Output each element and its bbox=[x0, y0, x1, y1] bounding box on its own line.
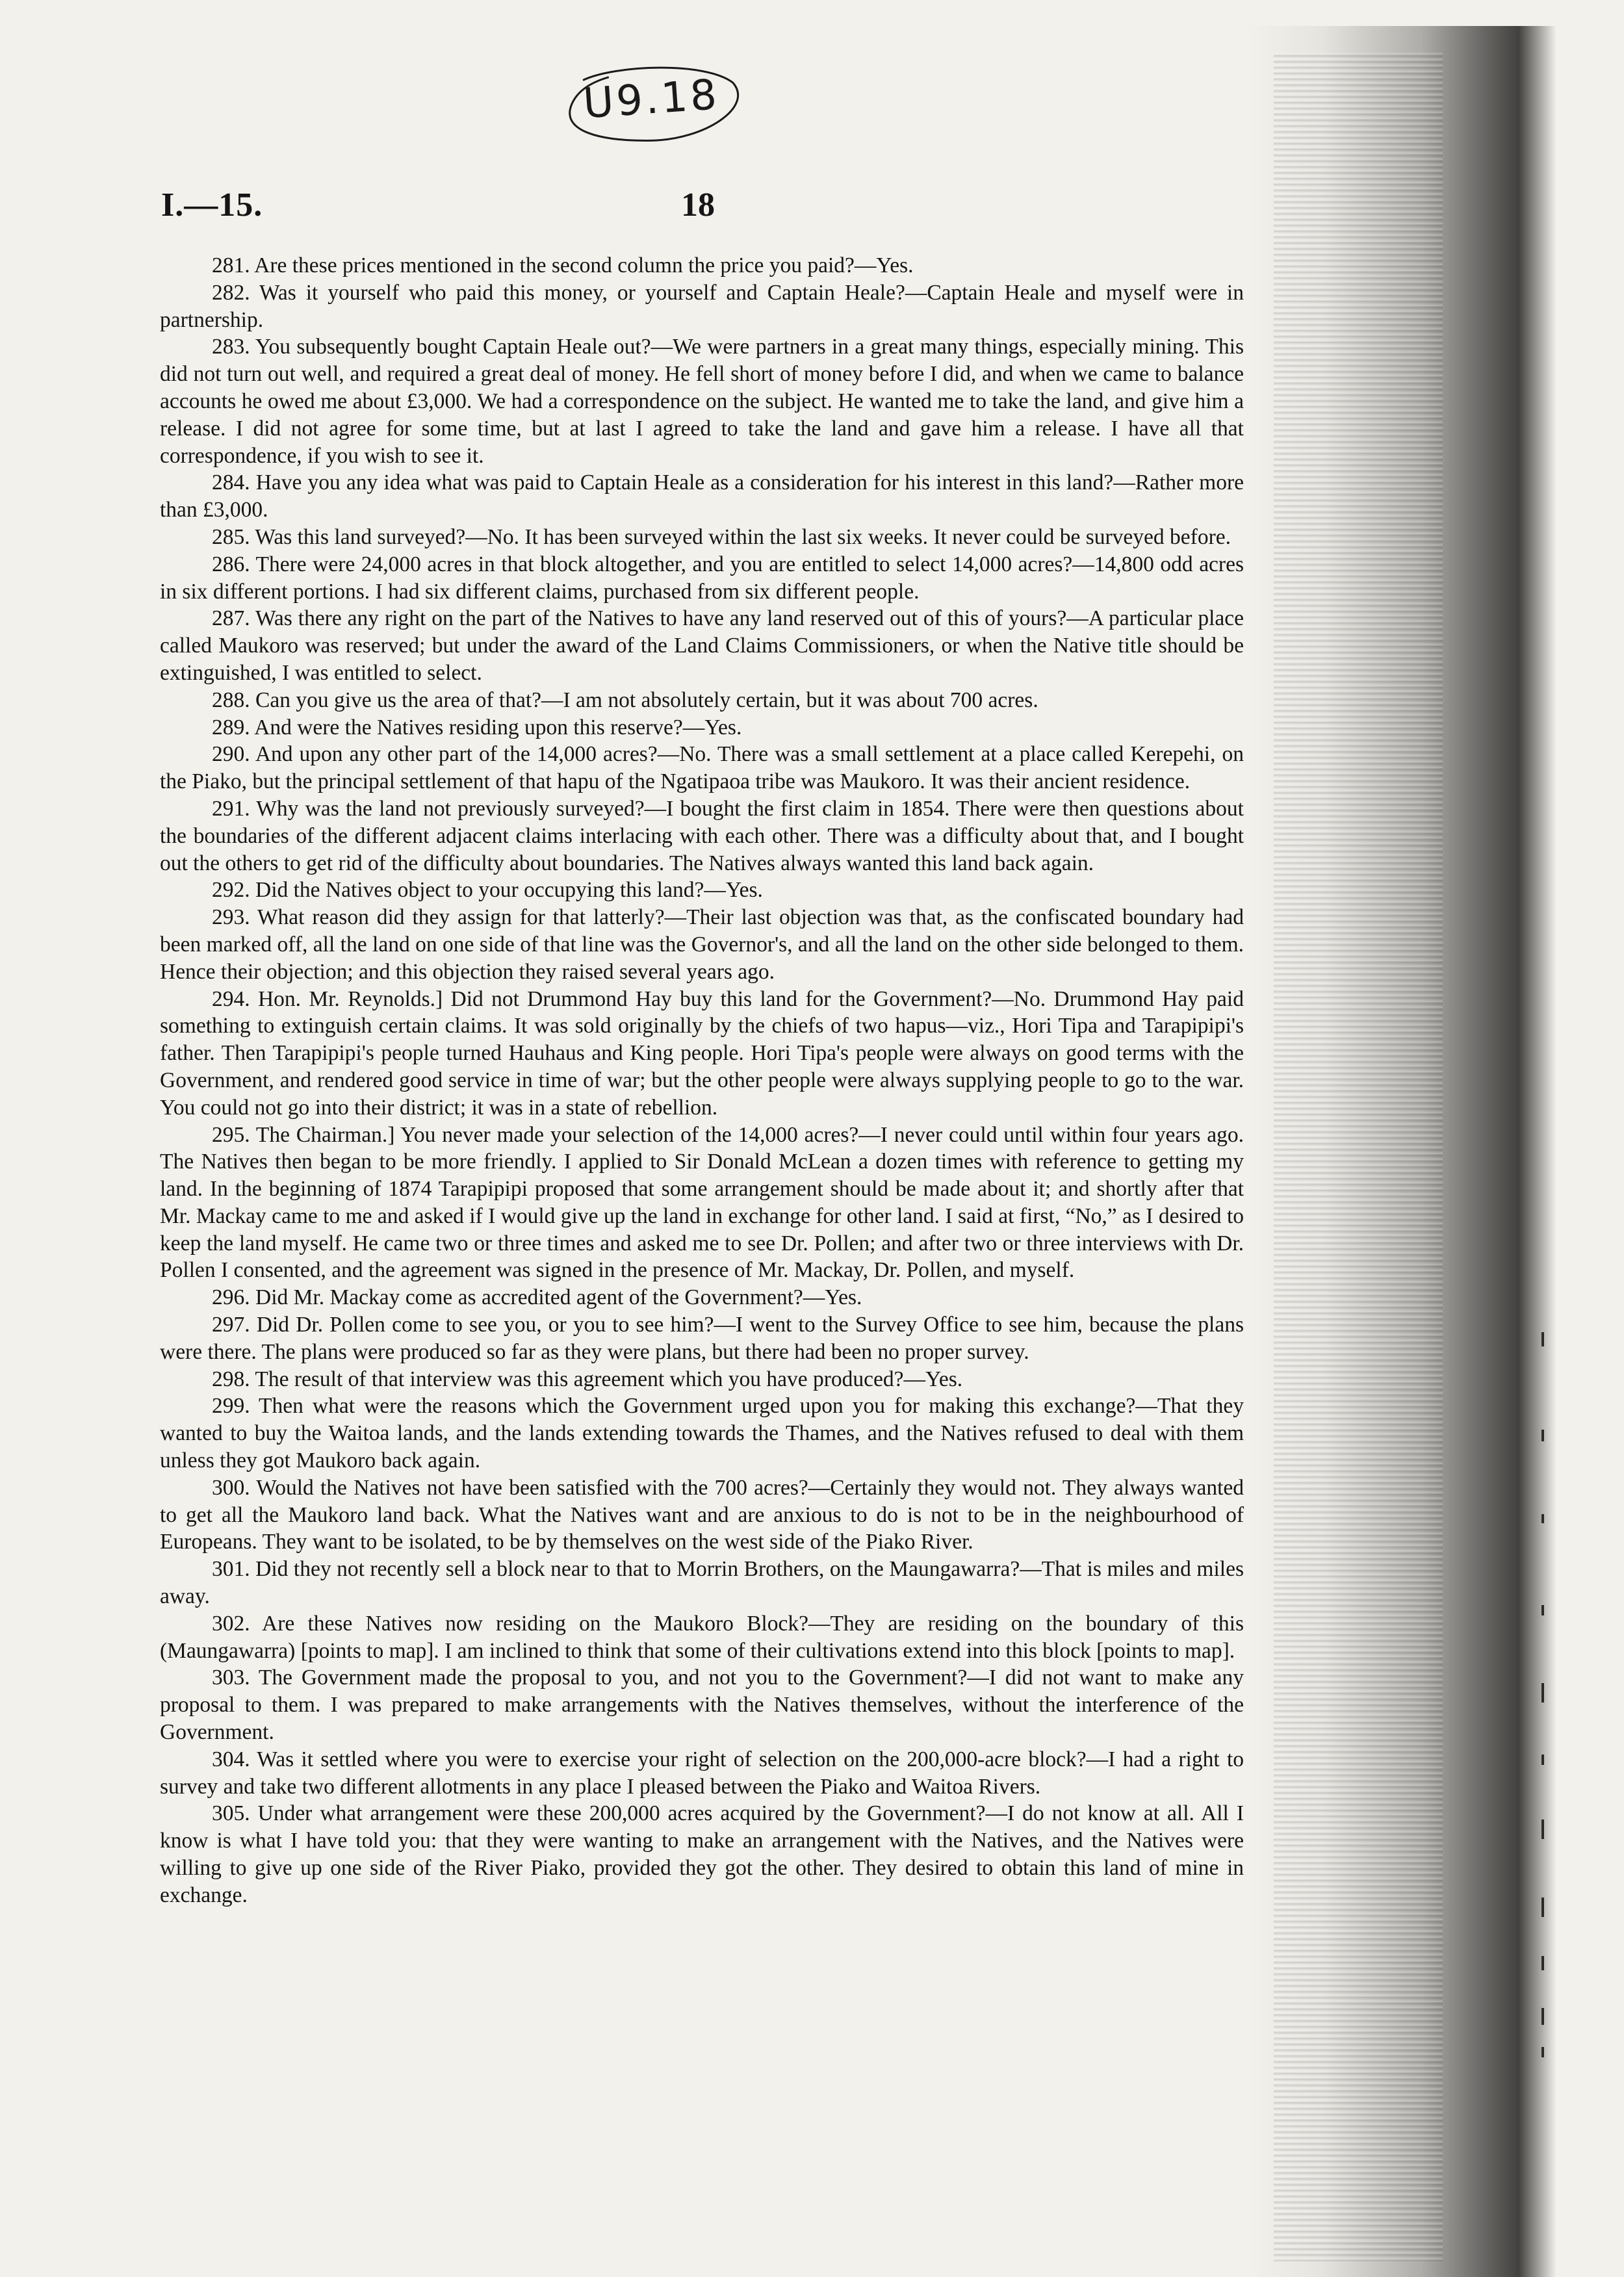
binding-edge-texture bbox=[1274, 52, 1443, 2261]
report-identifier: I.—15. bbox=[161, 187, 263, 224]
handwritten-reference-text: U9.18 bbox=[582, 70, 721, 129]
paragraph-283: 283. You subsequently bought Captain Heale out?—We were partners in a great many things, especially mining. This did not turn out well, and required a great deal of money. He fell short of money before I did, and when we came to balance accounts he owed me about £3,000. We had a correspondence on the subject. He wanted me to take the land, and give him a release. I did not agree for some time, but at last I agreed to take the land and gave him a release. I have all that correspondence, if you wish to see it. bbox=[160, 335, 1244, 468]
paragraph-292: 292. Did the Natives object to your occupying this land?—Yes. bbox=[212, 878, 763, 903]
paragraph-298: 298. The result of that interview was this agreement which you have produced?—Yes. bbox=[212, 1367, 963, 1391]
paragraph-297: 297. Did Dr. Pollen come to see you, or you to see him?—I went to the Survey Office to see him, because the plans were there. The plans were produced so far as they were plans, but there had been no proper survey. bbox=[160, 1313, 1244, 1364]
paragraph-302: 302. Are these Natives now residing on the Maukoro Block?—They are residing on the boundary of this (Maungawarra) [points to map]. I am inclined to think that some of their cultivations extend into this block [points to map]. bbox=[160, 1611, 1244, 1663]
paragraph-300: 300. Would the Natives not have been satisfied with the 700 acres?—Certainly they would not. They always wanted to get all the Maukoro land back. What the Natives want and are anxious to do is not to be in the neighbourhood of Europeans. They want to be isolated, to be by themselves on the west side of the Piako River. bbox=[160, 1475, 1244, 1554]
paragraph-281: 281. Are these prices mentioned in the second column the price you paid?—Yes. bbox=[212, 253, 914, 277]
paragraph-282: 282. Was it yourself who paid this money, or yourself and Captain Heale?—Captain Heale and myself were in partnership. bbox=[160, 280, 1244, 332]
handwritten-reference bbox=[556, 56, 751, 155]
paragraph-305: 305. Under what arrangement were these 200,000 acres acquired by the Government?—I do not know at all. All I know is what I have told you: that they were wanting to make an arrangement with the Natives, and the Natives were willing to give up one side of the River Piako, provided they got the other. They desired to obtain this land of mine in exchange. bbox=[160, 1801, 1244, 1907]
margin-marks bbox=[1541, 0, 1554, 2277]
paragraph-291: 291. Why was the land not previously surveyed?—I bought the first claim in 1854. There were then questions about the boundaries of the different adjacent claims interlacing with each other. There was a difficulty about that, and I bought out the others to get rid of the difficulty about boundaries. The Natives always wanted this land back again. bbox=[160, 796, 1244, 875]
paragraph-294: 294. Hon. Mr. Reynolds.] Did not Drummond Hay buy this land for the Government?—No. Drummond Hay paid something to extinguish certain claims. It was sold originally by the chiefs of two hapus—viz., Hori Tipa and Tarapipipi's father. Then Tarapipipi's people turned Hauhaus and King people. Hori Tipa's people were always on good terms with the Government, and rendered good service in time of war; but the other people were always supplying people to go to the war. You could not go into their district; it was in a state of rebellion. bbox=[160, 986, 1244, 1120]
page-number: 18 bbox=[681, 187, 715, 224]
paragraph-290: 290. And upon any other part of the 14,000 acres?—No. There was a small settlement at a place called Kerepehi, on the Piako, but the principal settlement of that hapu of the Ngatipaoa tribe was Maukoro. It was their ancient residence. bbox=[160, 742, 1244, 794]
paragraph-293: 293. What reason did they assign for that latterly?—Their last objection was that, as the confiscated boundary had been marked off, all the land on one side of that line was the Governor's, and all the land on the other side belonged to them. Hence their objection; and this objection they raised several years ago. bbox=[160, 905, 1244, 984]
paragraph-296: 296. Did Mr. Mackay come as accredited agent of the Government?—Yes. bbox=[212, 1285, 862, 1310]
paragraph-295: 295. The Chairman.] You never made your selection of the 14,000 acres?—I never could until within four years ago. The Natives then began to be more friendly. I applied to Sir Donald McLean a dozen times with reference to getting my land. In the beginning of 1874 Tarapipipi proposed that some arrangement should be made about it; and shortly after that Mr. Mackay came to me and asked if I would give up the land in exchange for other land. I said at first, “No,” as I desired to keep the land myself. He came two or three times and asked me to see Dr. Pollen; and after two or three interviews with Dr. Pollen I consented, and the agreement was signed in the presence of Mr. Mackay, Dr. Pollen, and myself. bbox=[160, 1122, 1244, 1283]
evidence-text bbox=[160, 252, 1244, 1909]
paragraph-288: 288. Can you give us the area of that?—I am not absolutely certain, but it was about 700 acres. bbox=[212, 688, 1038, 712]
paragraph-289: 289. And were the Natives residing upon this reserve?—Yes. bbox=[212, 715, 742, 740]
paragraph-303: 303. The Government made the proposal to you, and not you to the Government?—I did not want to make any proposal to them. I was prepared to make arrangements with the Natives themselves, without the interference of the Government. bbox=[160, 1666, 1244, 1745]
paragraph-301: 301. Did they not recently sell a block near to that to Morrin Brothers, on the Maungawarra?—That is miles and miles away. bbox=[160, 1557, 1244, 1609]
paragraph-299: 299. Then what were the reasons which the Government urged upon you for making this exchange?—That they wanted to buy the Waitoa lands, and the lands extending towards the Thames, and the Natives refused to deal with them unless they got Maukoro back again. bbox=[160, 1394, 1244, 1473]
paragraph-284: 284. Have you any idea what was paid to Captain Heale as a consideration for his interest in this land?—Rather more than £3,000. bbox=[160, 470, 1244, 522]
paragraph-304: 304. Was it settled where you were to exercise your right of selection on the 200,000-acre block?—I had a right to survey and take two different allotments in any place I pleased between the Piako and Waitoa Rivers. bbox=[160, 1747, 1244, 1799]
paragraph-286: 286. There were 24,000 acres in that block altogether, and you are entitled to select 14,000 acres?—14,800 odd acres in six different portions. I had six different claims, purchased from six different people. bbox=[160, 552, 1244, 604]
paragraph-287: 287. Was there any right on the part of the Natives to have any land reserved out of this of yours?—A particular place called Maukoro was reserved; but under the award of the Land Claims Commissioners, or when the Native title should be extinguished, I was entitled to select. bbox=[160, 606, 1244, 685]
paragraph-285: 285. Was this land surveyed?—No. It has been surveyed within the last six weeks. It never could be surveyed before. bbox=[212, 524, 1231, 549]
